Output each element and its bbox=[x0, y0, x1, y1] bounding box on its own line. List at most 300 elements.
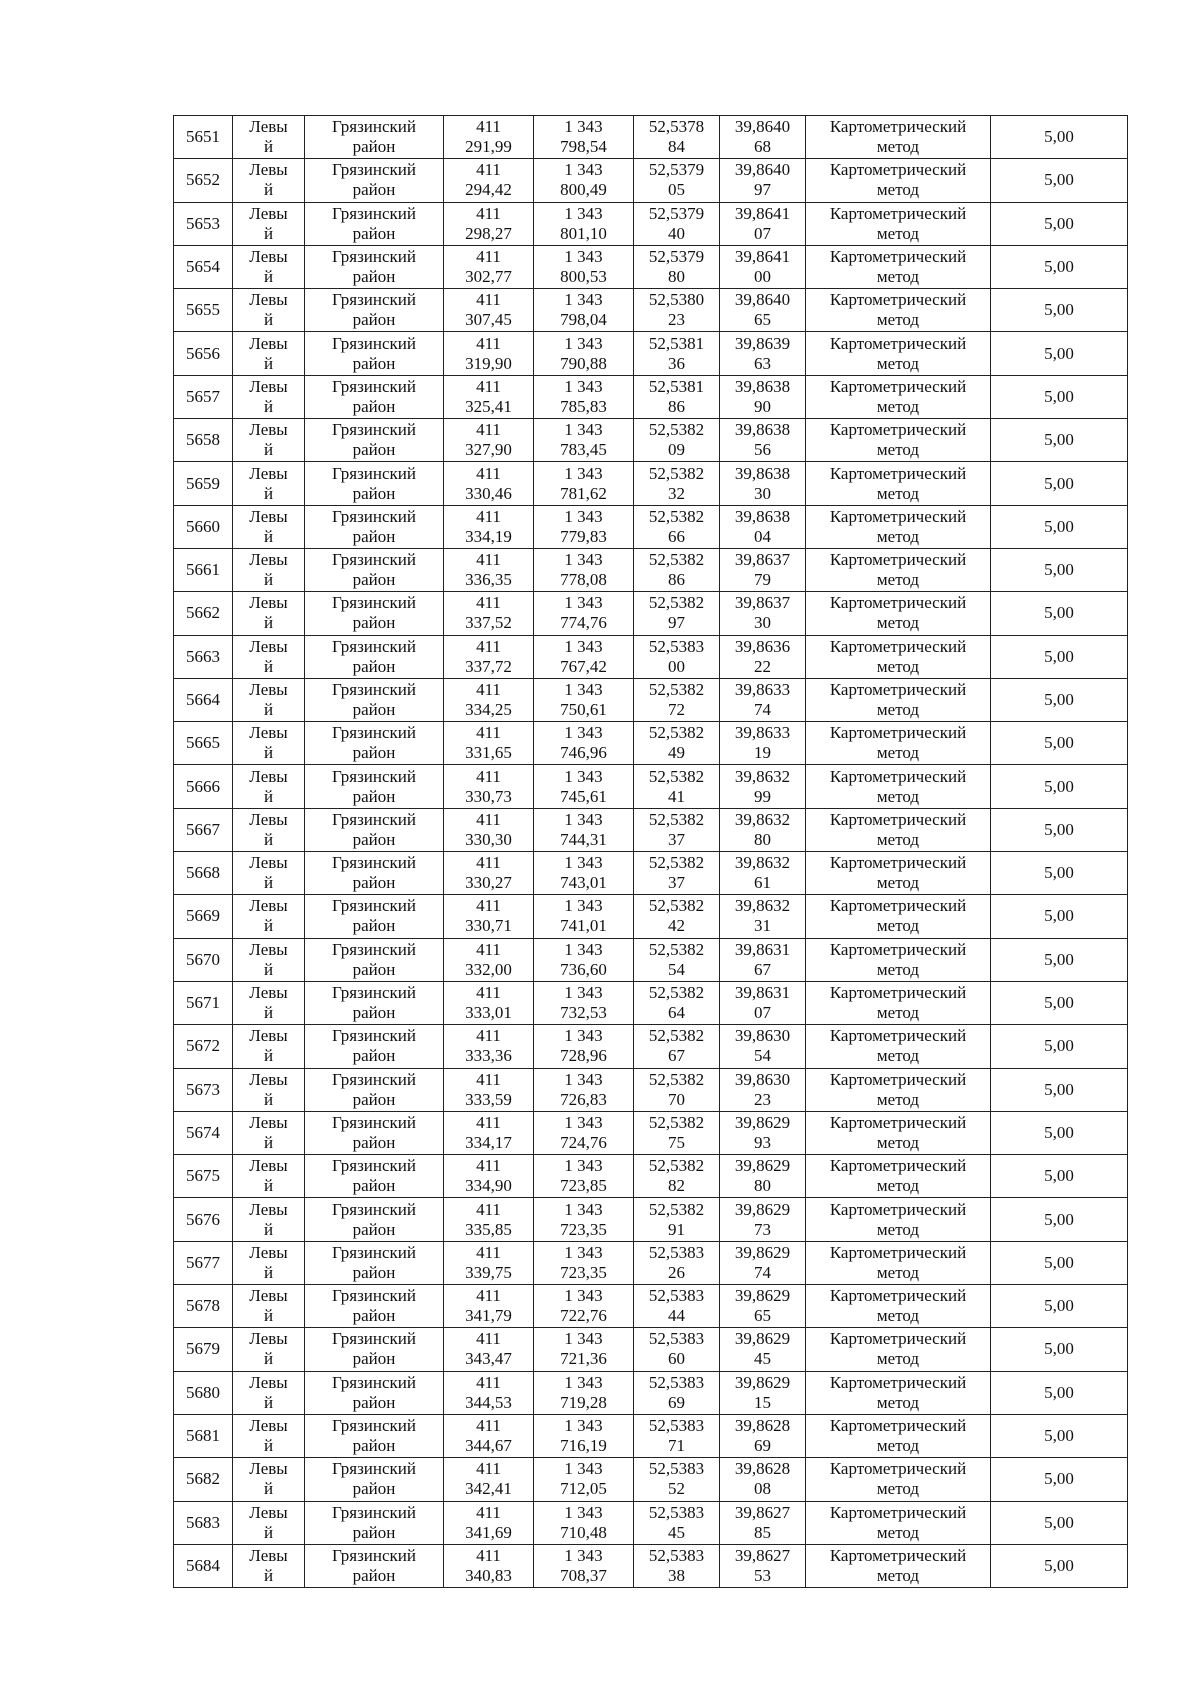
side-cell-line2: й bbox=[263, 1522, 274, 1542]
latitude-cell bbox=[634, 245, 720, 288]
x-coordinate-cell bbox=[444, 722, 534, 765]
y-coordinate-cell-line1: 1 343 bbox=[564, 1199, 603, 1219]
longitude-cell-line2: 67 bbox=[754, 959, 771, 979]
x-coordinate-cell-line1: 411 bbox=[476, 290, 501, 310]
district-cell bbox=[305, 375, 444, 418]
accuracy-cell-text: 5,00 bbox=[1044, 646, 1074, 666]
longitude-cell-line2: 74 bbox=[754, 700, 771, 719]
latitude-cell bbox=[634, 981, 720, 1024]
latitude-cell bbox=[634, 1198, 720, 1241]
longitude-cell bbox=[720, 202, 806, 245]
method-cell-line1: Картометрический bbox=[829, 1459, 967, 1479]
method-cell-line1: Картометрический bbox=[829, 463, 967, 483]
y-coordinate-cell-line2: 741,01 bbox=[560, 916, 607, 936]
longitude-cell bbox=[720, 1328, 806, 1371]
side-cell-line2: й bbox=[263, 1219, 274, 1239]
x-coordinate-cell-line2: 339,75 bbox=[465, 1262, 512, 1282]
x-coordinate-cell-line1: 411 bbox=[476, 117, 501, 137]
x-coordinate-cell-line2: 298,27 bbox=[465, 223, 512, 243]
method-cell-line1: Картометрический bbox=[829, 376, 967, 396]
method-cell-line2: метод bbox=[876, 1522, 920, 1542]
district-cell bbox=[305, 332, 444, 375]
method-cell-line2: метод bbox=[876, 916, 920, 936]
side-cell bbox=[233, 1068, 305, 1111]
latitude-cell bbox=[634, 289, 720, 332]
method-cell bbox=[806, 765, 991, 808]
point-number-cell bbox=[174, 592, 233, 635]
y-coordinate-cell-line2: 732,53 bbox=[560, 1003, 607, 1023]
latitude-cell-line2: 66 bbox=[668, 526, 685, 546]
method-cell-line1: Картометрический bbox=[829, 160, 967, 180]
method-cell-line2: метод bbox=[876, 570, 920, 590]
longitude-cell-line2: 00 bbox=[754, 267, 771, 287]
longitude-cell-line2: 69 bbox=[754, 1436, 771, 1456]
accuracy-cell-text: 5,00 bbox=[1044, 257, 1074, 277]
x-coordinate-cell bbox=[444, 332, 534, 375]
latitude-cell-line1: 52,5379 bbox=[648, 203, 705, 223]
method-cell-line2: метод bbox=[876, 656, 920, 676]
latitude-cell-line1: 52,5382 bbox=[648, 1069, 705, 1089]
method-cell-line1: Картометрический bbox=[829, 290, 967, 310]
x-coordinate-cell-line2: 342,41 bbox=[465, 1479, 512, 1499]
district-cell bbox=[305, 289, 444, 332]
side-cell bbox=[233, 1111, 305, 1154]
method-cell-line2: метод bbox=[876, 1392, 920, 1412]
x-coordinate-cell bbox=[444, 159, 534, 202]
latitude-cell-line2: 97 bbox=[668, 613, 685, 633]
y-coordinate-cell-line1: 1 343 bbox=[564, 1242, 603, 1262]
x-coordinate-cell-line2: 343,47 bbox=[465, 1349, 512, 1369]
accuracy-cell-text: 5,00 bbox=[1044, 430, 1074, 450]
district-cell-line2: район bbox=[352, 396, 396, 416]
method-cell-line1: Картометрический bbox=[829, 420, 967, 440]
method-cell-line2: метод bbox=[876, 1176, 920, 1196]
method-cell bbox=[806, 289, 991, 332]
x-coordinate-cell bbox=[444, 462, 534, 505]
latitude-cell-line1: 52,5383 bbox=[648, 1416, 705, 1436]
x-coordinate-cell-line1: 411 bbox=[476, 593, 501, 613]
district-cell bbox=[305, 1328, 444, 1371]
point-number-cell-text: 5680 bbox=[186, 1382, 220, 1402]
point-number-cell-text: 5660 bbox=[186, 516, 220, 536]
accuracy-cell-text: 5,00 bbox=[1044, 473, 1074, 493]
table-row bbox=[174, 852, 1128, 895]
longitude-cell bbox=[720, 1155, 806, 1198]
method-cell-line2: метод bbox=[876, 1046, 920, 1066]
point-number-cell-text: 5664 bbox=[186, 690, 220, 709]
side-cell-line2: й bbox=[263, 1479, 274, 1499]
side-cell-line2: й bbox=[263, 396, 274, 416]
y-coordinate-cell bbox=[534, 765, 634, 808]
district-cell-line2: район bbox=[352, 1176, 396, 1196]
y-coordinate-cell bbox=[534, 1111, 634, 1154]
latitude-cell-line1: 52,5383 bbox=[648, 1459, 705, 1479]
method-cell-line2: метод bbox=[876, 786, 920, 806]
side-cell bbox=[233, 1328, 305, 1371]
y-coordinate-cell bbox=[534, 1501, 634, 1544]
y-coordinate-cell-line1: 1 343 bbox=[564, 1459, 603, 1479]
table-row bbox=[174, 1241, 1128, 1284]
longitude-cell-line2: 08 bbox=[754, 1479, 771, 1499]
x-coordinate-cell-line2: 330,46 bbox=[465, 483, 512, 503]
latitude-cell-line1: 52,5382 bbox=[648, 506, 705, 526]
point-number-cell-text: 5671 bbox=[186, 993, 220, 1013]
point-number-cell bbox=[174, 1155, 233, 1198]
latitude-cell-line1: 52,5380 bbox=[648, 290, 705, 310]
district-cell-line1: Грязинский bbox=[332, 896, 416, 916]
district-cell-line1: Грязинский bbox=[332, 376, 416, 396]
longitude-cell bbox=[720, 245, 806, 288]
longitude-cell bbox=[720, 1241, 806, 1284]
y-coordinate-cell bbox=[534, 116, 634, 159]
accuracy-cell bbox=[991, 116, 1128, 159]
longitude-cell-line2: 65 bbox=[754, 310, 771, 330]
longitude-cell-line2: 31 bbox=[754, 916, 771, 936]
y-coordinate-cell-line2: 790,88 bbox=[560, 353, 607, 373]
district-cell bbox=[305, 852, 444, 895]
y-coordinate-cell-line1: 1 343 bbox=[564, 1502, 603, 1522]
side-cell-line1: Левы bbox=[249, 1329, 288, 1349]
latitude-cell bbox=[634, 1025, 720, 1068]
method-cell-line2: метод bbox=[876, 829, 920, 849]
method-cell-line2: метод bbox=[876, 1089, 920, 1109]
accuracy-cell-text: 5,00 bbox=[1044, 1426, 1074, 1446]
x-coordinate-cell-line1: 411 bbox=[476, 1156, 501, 1176]
point-number-cell-text: 5657 bbox=[186, 386, 220, 406]
point-number-cell-text: 5672 bbox=[186, 1036, 220, 1056]
side-cell-line1: Левы bbox=[249, 1199, 288, 1219]
point-number-cell bbox=[174, 1328, 233, 1371]
district-cell bbox=[305, 1025, 444, 1068]
method-cell bbox=[806, 375, 991, 418]
side-cell bbox=[233, 1025, 305, 1068]
y-coordinate-cell-line1: 1 343 bbox=[564, 1416, 603, 1436]
side-cell bbox=[233, 1198, 305, 1241]
latitude-cell-line1: 52,5382 bbox=[648, 983, 705, 1003]
method-cell-line1: Картометрический bbox=[829, 1026, 967, 1046]
y-coordinate-cell-line2: 708,37 bbox=[560, 1565, 607, 1585]
latitude-cell bbox=[634, 202, 720, 245]
side-cell bbox=[233, 592, 305, 635]
accuracy-cell bbox=[991, 548, 1128, 591]
y-coordinate-cell-line2: 744,31 bbox=[560, 829, 607, 849]
x-coordinate-cell-line2: 344,53 bbox=[465, 1392, 512, 1412]
point-number-cell bbox=[174, 678, 233, 721]
district-cell-line2: район bbox=[352, 1046, 396, 1066]
longitude-cell-line2: 04 bbox=[754, 526, 771, 546]
x-coordinate-cell bbox=[444, 116, 534, 159]
y-coordinate-cell-line2: 712,05 bbox=[560, 1479, 607, 1499]
x-coordinate-cell-line2: 332,00 bbox=[465, 959, 512, 979]
latitude-cell bbox=[634, 678, 720, 721]
accuracy-cell-text: 5,00 bbox=[1044, 906, 1074, 926]
x-coordinate-cell bbox=[444, 808, 534, 851]
method-cell bbox=[806, 332, 991, 375]
point-number-cell-text: 5670 bbox=[186, 949, 220, 969]
x-coordinate-cell-line2: 334,19 bbox=[465, 526, 512, 546]
point-number-cell bbox=[174, 1111, 233, 1154]
x-coordinate-cell bbox=[444, 1371, 534, 1414]
district-cell-line2: район bbox=[352, 267, 396, 287]
method-cell bbox=[806, 1458, 991, 1501]
table-row bbox=[174, 419, 1128, 462]
district-cell-line2: район bbox=[352, 1089, 396, 1109]
coordinates-table bbox=[173, 115, 1128, 1588]
latitude-cell-line2: 91 bbox=[668, 1219, 685, 1239]
latitude-cell-line2: 82 bbox=[668, 1176, 685, 1196]
district-cell-line2: район bbox=[352, 1003, 396, 1023]
longitude-cell-line2: 07 bbox=[754, 1003, 771, 1023]
y-coordinate-cell bbox=[534, 548, 634, 591]
latitude-cell-line2: 36 bbox=[668, 353, 685, 373]
x-coordinate-cell-line1: 411 bbox=[476, 376, 501, 396]
point-number-cell bbox=[174, 1544, 233, 1587]
longitude-cell-line1: 39,8630 bbox=[734, 1069, 791, 1089]
district-cell-line1: Грязинский bbox=[332, 203, 416, 223]
latitude-cell bbox=[634, 462, 720, 505]
longitude-cell bbox=[720, 938, 806, 981]
district-cell-line1: Грязинский bbox=[332, 1199, 416, 1219]
district-cell bbox=[305, 895, 444, 938]
x-coordinate-cell-line1: 411 bbox=[476, 1502, 501, 1522]
x-coordinate-cell bbox=[444, 1328, 534, 1371]
longitude-cell-line2: 80 bbox=[754, 829, 771, 849]
side-cell-line1: Левы bbox=[249, 766, 288, 786]
method-cell-line1: Картометрический bbox=[829, 247, 967, 267]
method-cell-line2: метод bbox=[876, 310, 920, 330]
table-row bbox=[174, 1111, 1128, 1154]
x-coordinate-cell-line1: 411 bbox=[476, 203, 501, 223]
y-coordinate-cell-line2: 767,42 bbox=[560, 656, 607, 676]
accuracy-cell bbox=[991, 1328, 1128, 1371]
table-row bbox=[174, 202, 1128, 245]
district-cell-line1: Грязинский bbox=[332, 463, 416, 483]
longitude-cell-line2: 90 bbox=[754, 396, 771, 416]
district-cell-line2: район bbox=[352, 656, 396, 676]
method-cell bbox=[806, 1068, 991, 1111]
x-coordinate-cell-line2: 330,30 bbox=[465, 829, 512, 849]
point-number-cell-text: 5661 bbox=[186, 560, 220, 580]
longitude-cell-line1: 39,8640 bbox=[734, 117, 791, 137]
y-coordinate-cell-line1: 1 343 bbox=[564, 1329, 603, 1349]
longitude-cell bbox=[720, 1458, 806, 1501]
point-number-cell-text: 5682 bbox=[186, 1469, 220, 1489]
y-coordinate-cell bbox=[534, 332, 634, 375]
x-coordinate-cell-line2: 291,99 bbox=[465, 137, 512, 157]
y-coordinate-cell-line2: 779,83 bbox=[560, 526, 607, 546]
side-cell bbox=[233, 938, 305, 981]
district-cell-line2: район bbox=[352, 180, 396, 200]
latitude-cell-line2: 71 bbox=[668, 1436, 685, 1456]
y-coordinate-cell bbox=[534, 202, 634, 245]
district-cell-line1: Грязинский bbox=[332, 1286, 416, 1306]
accuracy-cell-text: 5,00 bbox=[1044, 213, 1074, 233]
method-cell-line2: метод bbox=[876, 959, 920, 979]
y-coordinate-cell bbox=[534, 1328, 634, 1371]
latitude-cell bbox=[634, 116, 720, 159]
point-number-cell-text: 5666 bbox=[186, 776, 220, 796]
method-cell-line2: метод bbox=[876, 267, 920, 287]
accuracy-cell bbox=[991, 419, 1128, 462]
longitude-cell-line2: 54 bbox=[754, 1046, 771, 1066]
y-coordinate-cell-line2: 800,53 bbox=[560, 267, 607, 287]
accuracy-cell-text: 5,00 bbox=[1044, 819, 1074, 839]
district-cell-line2: район bbox=[352, 440, 396, 460]
latitude-cell-line2: 42 bbox=[668, 916, 685, 936]
longitude-cell-line2: 61 bbox=[754, 873, 771, 893]
y-coordinate-cell-line2: 723,35 bbox=[560, 1219, 607, 1239]
latitude-cell-line2: 37 bbox=[668, 829, 685, 849]
latitude-cell-line1: 52,5382 bbox=[648, 463, 705, 483]
method-cell-line1: Картометрический bbox=[829, 809, 967, 829]
table-row bbox=[174, 1155, 1128, 1198]
point-number-cell bbox=[174, 289, 233, 332]
y-coordinate-cell-line1: 1 343 bbox=[564, 1286, 603, 1306]
latitude-cell-line1: 52,5382 bbox=[648, 593, 705, 613]
side-cell-line1: Левы bbox=[249, 290, 288, 310]
district-cell-line2: район bbox=[352, 137, 396, 157]
accuracy-cell-text: 5,00 bbox=[1044, 1469, 1074, 1489]
longitude-cell-line1: 39,8629 bbox=[734, 1199, 791, 1219]
district-cell-line2: район bbox=[352, 526, 396, 546]
longitude-cell bbox=[720, 852, 806, 895]
latitude-cell-line1: 52,5382 bbox=[648, 766, 705, 786]
side-cell-line1: Левы bbox=[249, 1069, 288, 1089]
method-cell bbox=[806, 938, 991, 981]
longitude-cell-line2: 30 bbox=[754, 613, 771, 633]
longitude-cell-line1: 39,8629 bbox=[734, 1156, 791, 1176]
latitude-cell bbox=[634, 375, 720, 418]
x-coordinate-cell bbox=[444, 765, 534, 808]
longitude-cell-line1: 39,8639 bbox=[734, 333, 791, 353]
method-cell bbox=[806, 1414, 991, 1457]
latitude-cell-line1: 52,5382 bbox=[648, 1026, 705, 1046]
district-cell-line1: Грязинский bbox=[332, 1545, 416, 1565]
district-cell bbox=[305, 116, 444, 159]
district-cell-line2: район bbox=[352, 223, 396, 243]
method-cell bbox=[806, 1371, 991, 1414]
x-coordinate-cell-line2: 337,52 bbox=[465, 613, 512, 633]
accuracy-cell bbox=[991, 1285, 1128, 1328]
side-cell-line2: й bbox=[263, 656, 274, 676]
y-coordinate-cell-line1: 1 343 bbox=[564, 376, 603, 396]
district-cell bbox=[305, 505, 444, 548]
longitude-cell bbox=[720, 808, 806, 851]
latitude-cell-line1: 52,5383 bbox=[648, 1502, 705, 1522]
accuracy-cell-text: 5,00 bbox=[1044, 603, 1074, 623]
point-number-cell bbox=[174, 505, 233, 548]
side-cell-line2: й bbox=[263, 786, 274, 806]
side-cell bbox=[233, 289, 305, 332]
x-coordinate-cell-line2: 330,71 bbox=[465, 916, 512, 936]
side-cell-line2: й bbox=[263, 959, 274, 979]
longitude-cell-line1: 39,8638 bbox=[734, 420, 791, 440]
y-coordinate-cell-line1: 1 343 bbox=[564, 896, 603, 916]
accuracy-cell bbox=[991, 462, 1128, 505]
side-cell-line2: й bbox=[263, 1306, 274, 1326]
longitude-cell-line2: 93 bbox=[754, 1132, 771, 1152]
x-coordinate-cell bbox=[444, 202, 534, 245]
y-coordinate-cell bbox=[534, 1198, 634, 1241]
accuracy-cell-text: 5,00 bbox=[1044, 1166, 1074, 1186]
longitude-cell bbox=[720, 289, 806, 332]
method-cell-line2: метод bbox=[876, 1349, 920, 1369]
point-number-cell-text: 5663 bbox=[186, 646, 220, 666]
y-coordinate-cell-line2: 746,96 bbox=[560, 743, 607, 763]
accuracy-cell bbox=[991, 765, 1128, 808]
y-coordinate-cell bbox=[534, 1285, 634, 1328]
latitude-cell-line2: 86 bbox=[668, 396, 685, 416]
x-coordinate-cell-line2: 333,59 bbox=[465, 1089, 512, 1109]
latitude-cell bbox=[634, 1285, 720, 1328]
table-row bbox=[174, 289, 1128, 332]
side-cell bbox=[233, 202, 305, 245]
x-coordinate-cell-line2: 334,17 bbox=[465, 1132, 512, 1152]
side-cell bbox=[233, 981, 305, 1024]
accuracy-cell bbox=[991, 1414, 1128, 1457]
district-cell-line2: район bbox=[352, 959, 396, 979]
longitude-cell-line2: 19 bbox=[754, 743, 771, 763]
district-cell-line2: район bbox=[352, 1262, 396, 1282]
point-number-cell-text: 5673 bbox=[186, 1079, 220, 1099]
latitude-cell bbox=[634, 548, 720, 591]
accuracy-cell bbox=[991, 332, 1128, 375]
latitude-cell-line1: 52,5383 bbox=[648, 1286, 705, 1306]
method-cell-line2: метод bbox=[876, 1003, 920, 1023]
latitude-cell-line1: 52,5382 bbox=[648, 1199, 705, 1219]
y-coordinate-cell-line2: 798,54 bbox=[560, 137, 607, 157]
longitude-cell bbox=[720, 722, 806, 765]
side-cell-line2: й bbox=[263, 310, 274, 330]
longitude-cell-line2: 73 bbox=[754, 1219, 771, 1239]
district-cell-line2: район bbox=[352, 916, 396, 936]
district-cell bbox=[305, 592, 444, 635]
method-cell-line2: метод bbox=[876, 483, 920, 503]
longitude-cell bbox=[720, 765, 806, 808]
district-cell-line2: район bbox=[352, 786, 396, 806]
x-coordinate-cell-line2: 331,65 bbox=[465, 743, 512, 763]
x-coordinate-cell-line1: 411 bbox=[476, 247, 501, 267]
side-cell-line2: й bbox=[263, 873, 274, 893]
latitude-cell-line1: 52,5382 bbox=[648, 680, 705, 699]
method-cell-line2: метод bbox=[876, 1219, 920, 1239]
table-row bbox=[174, 635, 1128, 678]
table-row bbox=[174, 938, 1128, 981]
side-cell-line1: Левы bbox=[249, 1286, 288, 1306]
accuracy-cell bbox=[991, 1241, 1128, 1284]
x-coordinate-cell bbox=[444, 289, 534, 332]
longitude-cell-line2: 85 bbox=[754, 1522, 771, 1542]
longitude-cell bbox=[720, 678, 806, 721]
latitude-cell-line2: 80 bbox=[668, 267, 685, 287]
side-cell bbox=[233, 635, 305, 678]
point-number-cell bbox=[174, 981, 233, 1024]
accuracy-cell bbox=[991, 722, 1128, 765]
x-coordinate-cell-line1: 411 bbox=[476, 420, 501, 440]
y-coordinate-cell bbox=[534, 159, 634, 202]
method-cell bbox=[806, 981, 991, 1024]
longitude-cell bbox=[720, 1414, 806, 1457]
side-cell-line1: Левы bbox=[249, 1459, 288, 1479]
method-cell-line1: Картометрический bbox=[829, 333, 967, 353]
longitude-cell-line1: 39,8630 bbox=[734, 1026, 791, 1046]
method-cell bbox=[806, 635, 991, 678]
table-row bbox=[174, 895, 1128, 938]
x-coordinate-cell bbox=[444, 1414, 534, 1457]
longitude-cell-line1: 39,8636 bbox=[734, 636, 791, 656]
accuracy-cell-text: 5,00 bbox=[1044, 949, 1074, 969]
y-coordinate-cell-line1: 1 343 bbox=[564, 420, 603, 440]
